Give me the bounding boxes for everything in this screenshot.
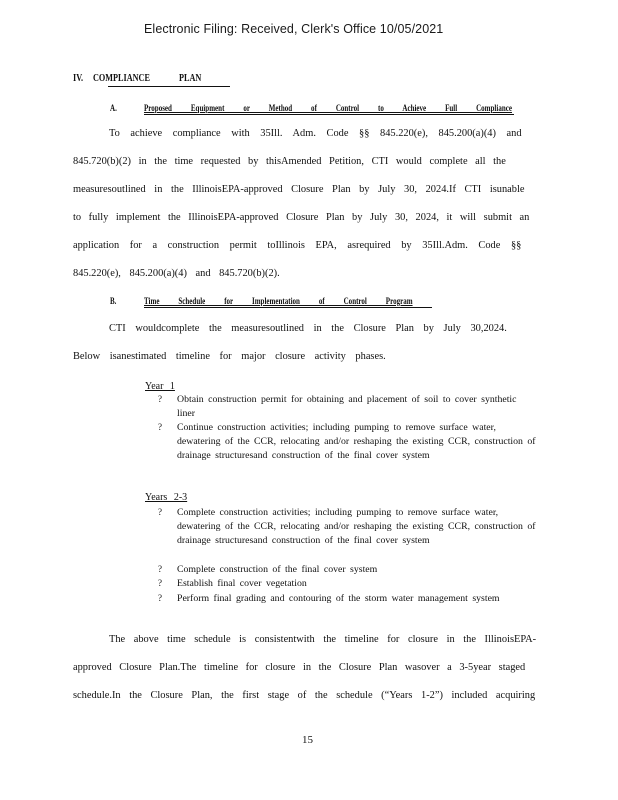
- para1-line-1: To achieve compliance with 35Ill. Adm. Code §§ 845.220(e), 845.200(a)(4) and: [109, 128, 522, 139]
- para1-line-6: 845.220(e), 845.200(a)(4) and 845.720(b)(2).: [73, 268, 280, 279]
- bullet-glyph: ?: [158, 422, 162, 432]
- subsection-b-underline: [144, 307, 432, 308]
- subsection-a-label: A.: [110, 103, 117, 113]
- year23-item-2: Complete construction of the final cover system: [177, 564, 378, 575]
- year1-item-1: Obtain construction permit for obtaining and placement of soil to cover synthetic liner: [177, 394, 517, 419]
- year1-heading: Year 1: [145, 381, 175, 392]
- para1-line-4: to fully implement the IllinoisEPA-approved Closure Plan by July 30, 2024, it will submit an: [73, 212, 530, 223]
- bullet-glyph: ?: [158, 564, 162, 574]
- para1-line-5: application for a construction permit toIllinois EPA, asrequired by 35Ill.Adm. Code §§: [73, 240, 522, 251]
- section-title-a: COMPLIANCE: [93, 73, 150, 84]
- subsection-a-underline: [144, 114, 514, 115]
- para3-line-3: schedule.In the Closure Plan, the first stage of the schedule (“Years 1-2”) included acquiring: [73, 690, 536, 701]
- year23-item-1: Complete construction activities; including pumping to remove surface water, dewatering of the CCR, relocating and/or reshaping the existing CCR, construction of drainage structuresand construction of the final cover system: [177, 507, 536, 546]
- section-number: IV.: [73, 73, 84, 84]
- para2-line-1: CTI wouldcomplete the measuresoutlined in the Closure Plan by July 30,2024.: [109, 323, 507, 334]
- bullet-glyph: ?: [158, 593, 162, 603]
- filing-header: Electronic Filing: Received, Clerk's Office 10/05/2021: [144, 22, 444, 36]
- section-underline: [108, 86, 230, 87]
- para3-line-2: approved Closure Plan.The timeline for closure in the Closure Plan wasover a 3-5year staged: [73, 662, 526, 673]
- year23-item-4: Perform final grading and contouring of the storm water management system: [177, 593, 500, 604]
- bullet-glyph: ?: [158, 507, 162, 517]
- page-number: 15: [302, 734, 313, 746]
- year23-heading: Years 2-3: [145, 492, 188, 503]
- para1-line-3: measuresoutlined in the IllinoisEPA-approved Closure Plan by July 30, 2024.If CTI isunable: [73, 184, 525, 195]
- subsection-b-title: Time Schedule for Implementation of Control Program: [144, 296, 413, 306]
- year23-item-3: Establish final cover vegetation: [177, 578, 307, 589]
- para3-line-1: The above time schedule is consistentwith the timeline for closure in the IllinoisEPA-: [109, 634, 537, 645]
- section-title-b: PLAN: [179, 73, 202, 84]
- year1-item-2: Continue construction activities; including pumping to remove surface water, dewatering of the CCR, relocating and/or reshaping the existing CCR, construction of drainage structuresand construction of the final cover system: [177, 422, 536, 461]
- para1-line-2: 845.720(b)(2) in the time requested by thisAmended Petition, CTI would complete all the: [73, 156, 506, 167]
- para2-line-2: Below isanestimated timeline for major closure activity phases.: [73, 351, 386, 362]
- bullet-glyph: ?: [158, 394, 162, 404]
- subsection-b-label: B.: [110, 296, 117, 306]
- bullet-glyph: ?: [158, 578, 162, 588]
- subsection-a-title: Proposed Equipment or Method of Control to Achieve Full Compliance: [144, 103, 512, 113]
